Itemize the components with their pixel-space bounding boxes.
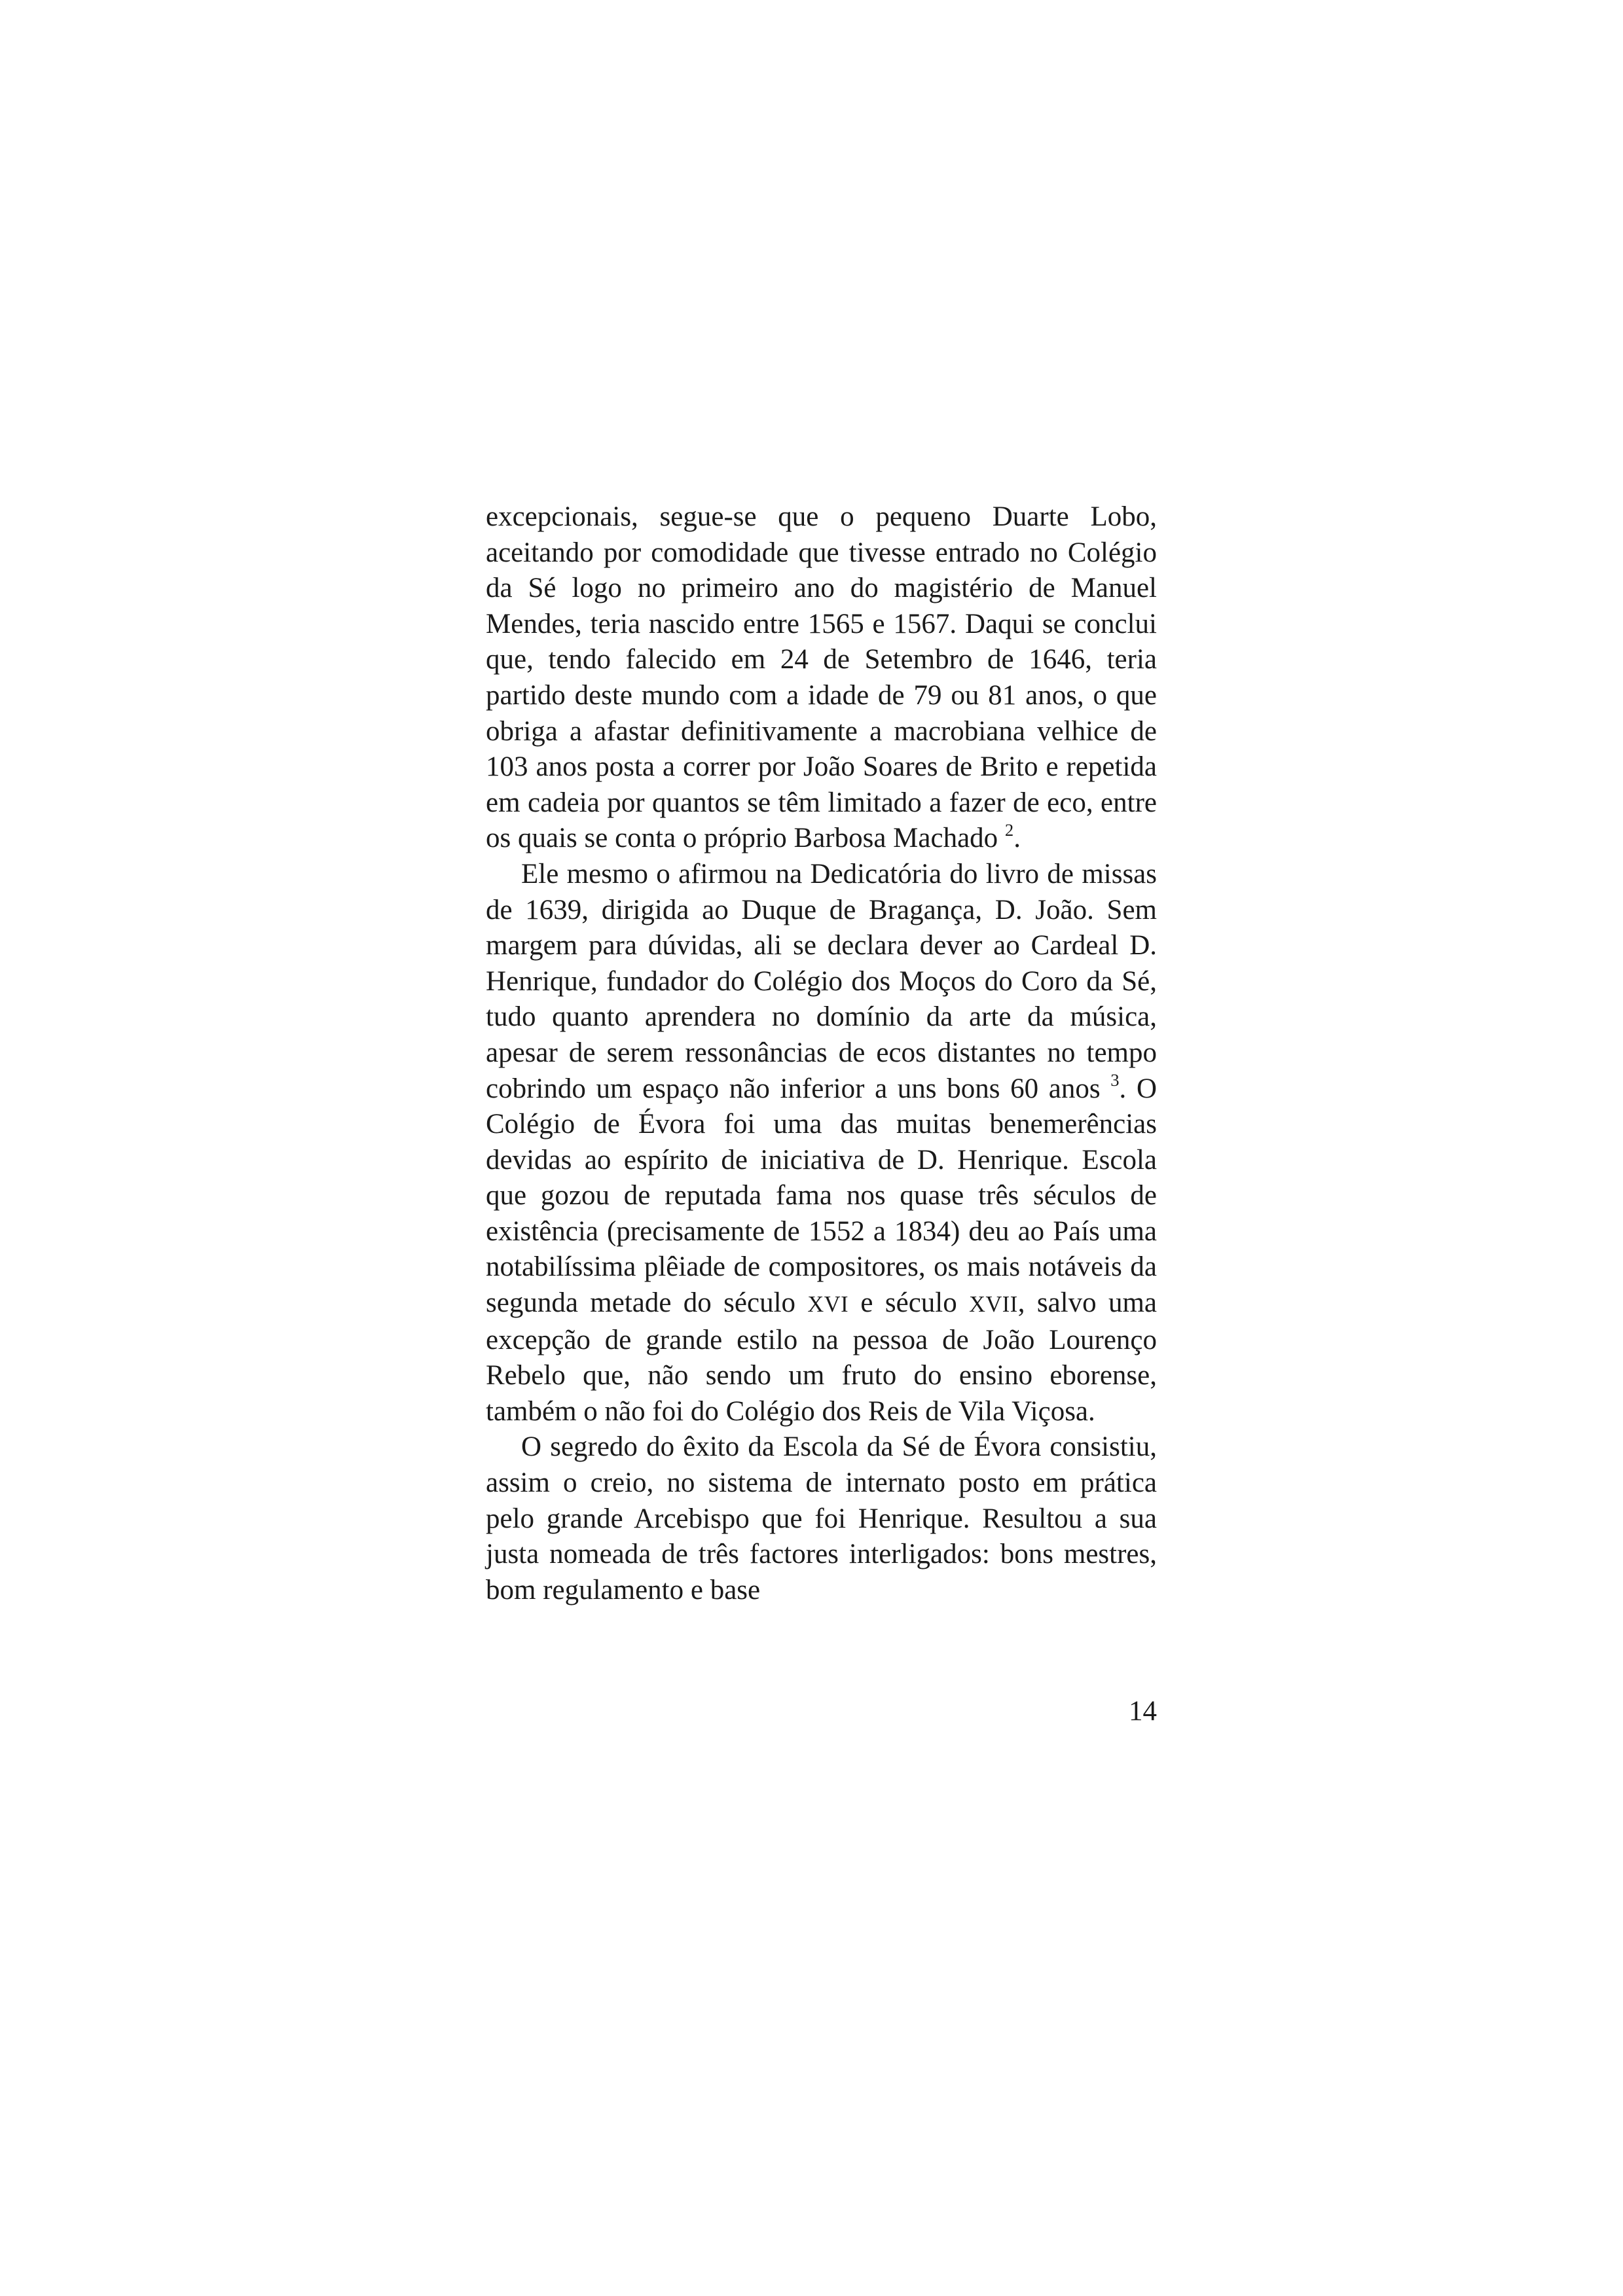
- paragraph-text: excepcionais, segue-se que o pequeno Duarte Lobo, aceitando por comodidade que tivesse entrado no Colégio da Sé logo no primeiro ano do magistério de Manuel Mendes, teria nascido entre 1565 e 1567. Daqui se conclui que, tendo falecido em 24 de Setembro de 1646, teria partido deste mundo com a idade de 79 ou 81 anos, o que obriga a afastar definitivamente a macrobiana velhice de 103 anos posta a correr por João Soares de Brito e repetida em cadeia por quantos se têm limitado a fazer de eco, entre os quais se conta o próprio Barbosa Machado: [486, 501, 1157, 854]
- paragraph-text: .: [1013, 823, 1021, 854]
- footnote-ref-2: 2: [1004, 819, 1014, 840]
- paragraph-text: O segredo do êxito da Escola da Sé de Évora consistiu, assim o creio, no sistema de internato posto em prática pelo grande Arcebispo que foi Henrique. Resultou a sua justa nomeada de três factores interligados: bons mestres, bom regulamento e base: [486, 1431, 1157, 1605]
- footnote-ref-3: 3: [1110, 1070, 1120, 1090]
- paragraph-text: Ele mesmo o afirmou na Dedicatória do livro de missas de 1639, dirigida ao Duque de Bragança, D. João. Sem margem para dúvidas, ali se declara dever ao Cardeal D. Henrique, fundador do Colégio dos Moços do Coro da Sé, tudo quanto aprendera no domínio da arte da música, apesar de serem ressonâncias de ecos distantes no tempo cobrindo um espaço não inferior a uns bons 60 anos: [486, 858, 1157, 1104]
- paragraph-text: . O Colégio de Évora foi uma das muitas benemerências devidas ao espírito de iniciativa de D. Henrique. Escola que gozou de reputada fama nos quase três séculos de existência (precisamente de 1552 a 1834) deu ao País uma notabilíssima plêiade de compositores, os mais notáveis da segunda metade do século: [486, 1073, 1158, 1319]
- paragraph-3: [486, 1429, 1157, 1608]
- paragraph-text: e século: [848, 1287, 970, 1319]
- body-text: [486, 499, 1157, 1608]
- paragraph-1: [486, 499, 1157, 857]
- century-numeral: XVII: [969, 1292, 1018, 1318]
- paragraph-text: , salvo uma excepção de grande estilo na pessoa de João Lourenço Rebelo que, não sendo um fruto do ensino eborense, também o não foi do Colégio dos Reis de Vila Viçosa.: [486, 1287, 1158, 1427]
- page-number: 14: [1129, 1696, 1157, 1727]
- century-numeral: XVI: [807, 1292, 849, 1318]
- paragraph-2: [486, 857, 1157, 1430]
